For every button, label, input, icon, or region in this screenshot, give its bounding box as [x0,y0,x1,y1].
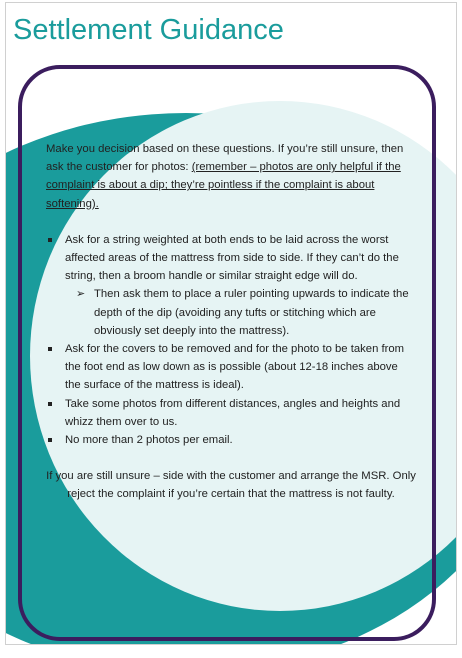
guidance-content [46,140,416,504]
list-item [46,395,416,431]
list-item-text: Ask for the covers to be removed and for the photo to be taken from the foot end as low down as is possible (about 12-18 inches above the surface of the mattress is ideal). [65,343,405,392]
list-item [46,431,416,449]
list-item [46,231,416,340]
list-item-text: Take some photos from different distances, angles and heights and whizz them over to us. [65,397,401,428]
page-title: Settlement Guidance [13,14,284,46]
sub-list-item-text: Then ask them to place a ruler pointing upwards to indicate the depth of the dip (avoiding any tufts or stitching which are obviously set deeply into the mattress). [94,288,409,337]
sub-list [65,285,416,340]
document-page [5,2,457,645]
intro-text: Make you decision based on these questions. If you’re still unsure, then ask the customer for photos: [46,143,404,174]
intro-underlined-note: (remember – photos are only helpful if the complaint is about a dip; they’re pointless if the complaint is about softening). [46,161,401,210]
photo-instructions-list [46,231,416,449]
intro-paragraph [46,140,416,213]
sub-list-item [65,285,416,340]
list-item-text: Ask for a string weighted at both ends to be laid across the worst affected areas of the mattress from side to side. If they can’t do the string, then a broom handle or similar straight edge will do. [65,233,399,283]
list-item [46,340,416,395]
list-item-text: No more than 2 photos per email. [65,434,233,447]
closing-paragraph: If you are still unsure – side with the customer and arrange the MSR. Only reject the complaint if you’re certain that the mattress is not faulty. [46,470,416,501]
arrow-bullet-icon: ➢ [76,288,86,301]
